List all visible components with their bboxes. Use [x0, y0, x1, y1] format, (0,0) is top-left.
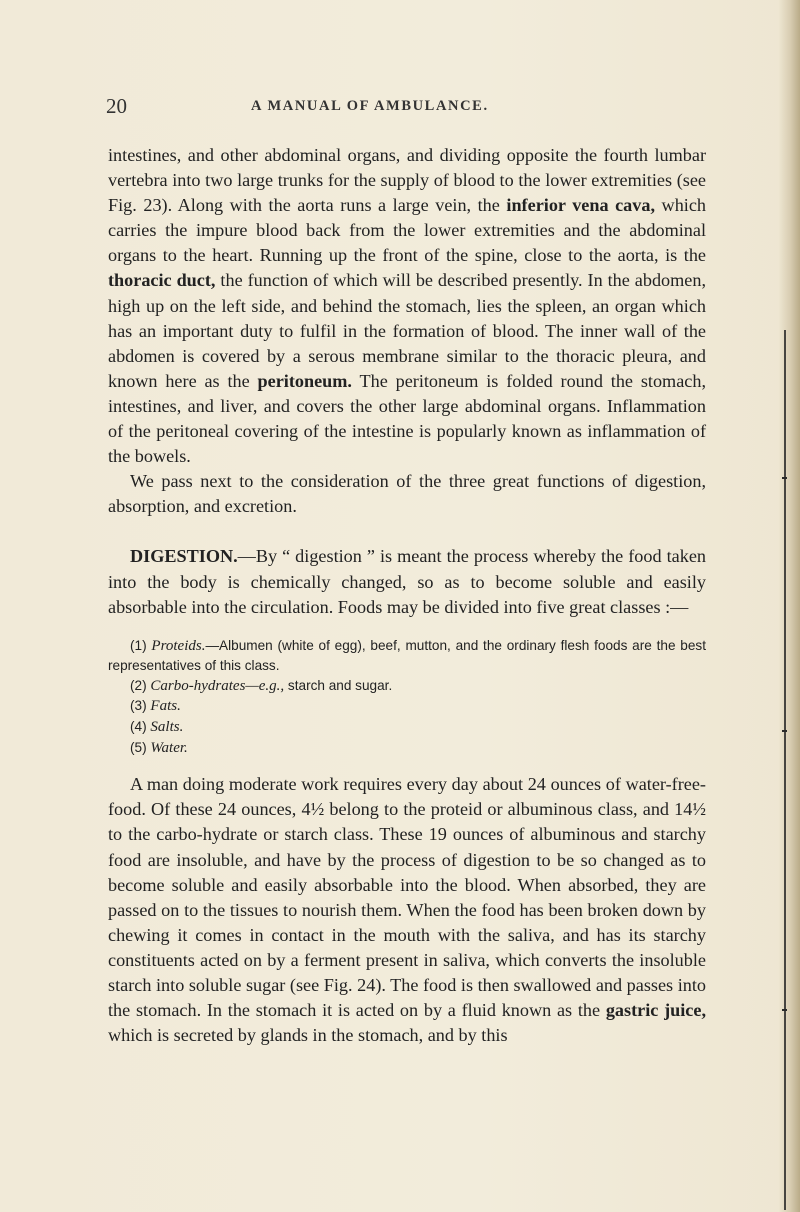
item-desc: starch and sugar.	[284, 677, 393, 693]
page-number: 20	[106, 94, 127, 118]
text-run: which is secreted by glands in the stomach, and by this	[108, 1025, 508, 1046]
page-header	[106, 94, 706, 118]
text-run: which carries the impure blood back from the lower extremities and the abdominal organs to the heart. Running up the front of the spine, close to the aorta, is the	[108, 195, 707, 266]
list-item	[108, 717, 706, 738]
item-number: (3)	[130, 698, 147, 714]
binding-line	[784, 330, 786, 1210]
binding-tick	[782, 730, 787, 732]
paragraph-digestion	[108, 544, 706, 619]
list-item	[108, 636, 706, 676]
food-classes-list	[108, 636, 706, 759]
running-title: A MANUAL OF AMBULANCE.	[251, 98, 489, 114]
text-run: belong to the proteid or albuminous class, and	[324, 799, 675, 820]
item-name: Water.	[150, 739, 188, 756]
binding-tick	[782, 477, 787, 479]
paragraph-functions: We pass next to the consideration of the three great functions of digestion, absorption, and excretion.	[108, 471, 706, 517]
item-name: Fats.	[150, 698, 181, 715]
text-run: —By “ digestion ” is meant the process whereby the food taken into the body is chemically changed, so as to become soluble and easily absorbable into the circulation. Foods may be divided into five great classes :—	[108, 546, 706, 617]
term-gastric-juice: gastric juice,	[605, 1000, 706, 1021]
text-run: to the carbo-hydrate or starch class. These 19 ounces of albuminous and starchy food are insoluble, and have by the process of digestion to be so changed as to become soluble and easily absorbable into the blood. When absorbed, they are passed on to the tissues to nourish them. When the food has been broken down by chewing it comes in contact in the mouth with the saliva, and has its starchy constituents acted on by a ferment present in saliva, which converts the insoluble starch into soluble sugar (see Fig. 24). The food is then swallowed and passes into the stomach. In the stomach it is acted on by a fluid known as the	[108, 824, 706, 1021]
fraction-value: 4½	[301, 799, 325, 820]
text-run: intestines, and other abdominal organs, and dividing opposite the fourth lumbar vertebra into two large trunks for the supply of blood to the lower extremities (see Fig. 23). Along with the aorta runs a large vein, the	[108, 145, 706, 216]
item-number: (5)	[130, 739, 147, 755]
item-desc: —Albumen (white of egg), beef, mutton, and the ordinary flesh foods are the best representatives of this class.	[108, 637, 707, 674]
section-heading-digestion: DIGESTION.	[130, 546, 238, 567]
item-name: Proteids.	[151, 637, 206, 654]
item-number: (4)	[130, 719, 147, 735]
term-inferior-vena-cava: inferior vena cava,	[506, 195, 656, 216]
body-text	[108, 143, 706, 1048]
page-edge-shadow	[778, 0, 800, 1212]
paragraph-abdomen	[108, 143, 706, 469]
item-number: (2)	[130, 677, 147, 693]
text-run: the function of which will be described presently. In the abdomen, high up on the left side, and behind the stomach, lies the spleen, an organ which has an important duty to fulfil in the formation of blood. The inner wall of the abdomen is covered by a serous membrane similar to the thoracic pleura, and known here as the	[108, 270, 706, 391]
item-name: Carbo-hydrates—e.g.,	[150, 677, 285, 694]
text-run: The peritoneum is folded round the stomach, intestines, and liver, and covers the other large abdominal organs. Inflammation of the peritoneal covering of the intestine is popularly known as inflammation of the bowels.	[108, 370, 706, 467]
fraction-value: 14½	[674, 799, 706, 820]
item-number: (1)	[130, 637, 147, 653]
term-thoracic-duct: thoracic duct,	[108, 270, 216, 291]
item-name: Salts.	[150, 719, 184, 736]
term-peritoneum: peritoneum.	[257, 370, 352, 391]
list-item	[108, 738, 706, 759]
paragraph-daily-food	[108, 772, 706, 1048]
text-run: A man doing moderate work requires every day about 24 ounces of water-free-food. Of these 24 ounces,	[108, 774, 706, 820]
list-item	[108, 676, 706, 697]
list-item	[108, 696, 706, 717]
binding-tick	[782, 1009, 787, 1011]
